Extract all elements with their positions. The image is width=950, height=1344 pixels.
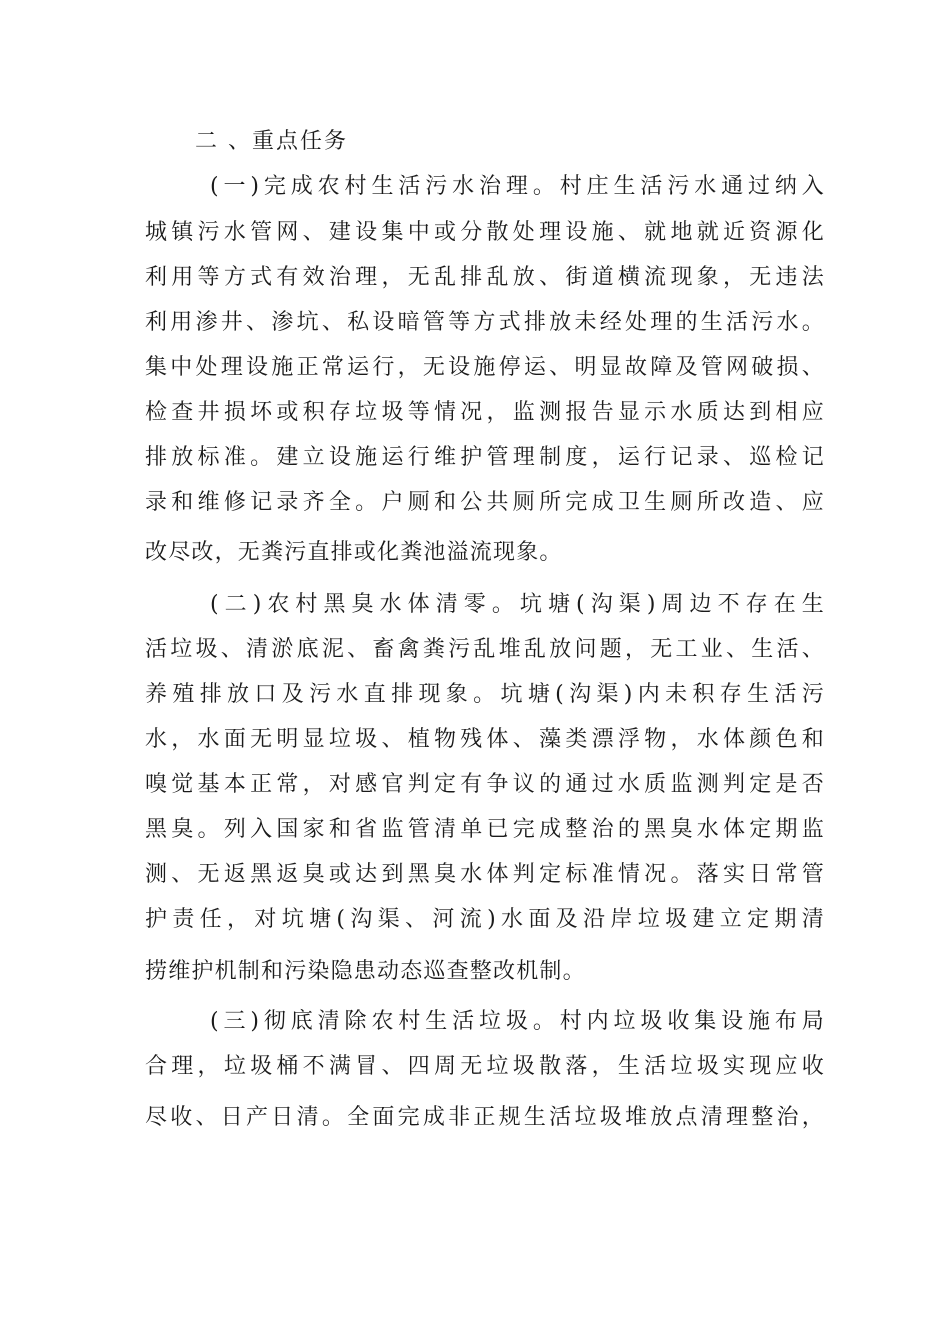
section-heading: 二 、重点任务 (195, 129, 348, 154)
paragraph-1-line-7: 排放标准。建立设施运行维护管理制度，运行记录、巡检记 (145, 445, 825, 470)
paragraph-1-line-8: 录和维修记录齐全。户厕和公共厕所完成卫生厕所改造、应 (145, 490, 825, 515)
paragraph-3-line-1: (三)彻底清除农村生活垃圾。村内垃圾收集设施布局 (210, 1009, 825, 1034)
paragraph-2-line-7: 测、无返黑返臭或达到黑臭水体判定标准情况。落实日常管 (145, 862, 825, 887)
paragraph-1-line-2: 城镇污水管网、建设集中或分散处理设施、就地就近资源化 (145, 220, 825, 245)
paragraph-2-line-9: 捞维护机制和污染隐患动态巡查整改机制。 (145, 959, 586, 984)
paragraph-2-line-3: 养殖排放口及污水直排现象。坑塘(沟渠)内未积存生活污 (145, 682, 825, 707)
paragraph-1-line-6: 检查井损坏或积存垃圾等情况，监测报告显示水质达到相应 (145, 400, 825, 425)
paragraph-2-line-8: 护责任，对坑塘(沟渠、河流)水面及沿岸垃圾建立定期清 (145, 907, 825, 932)
paragraph-3-line-2: 合理，垃圾桶不满冒、四周无垃圾散落，生活垃圾实现应收 (145, 1054, 825, 1079)
paragraph-2-line-5: 嗅觉基本正常，对感官判定有争议的通过水质监测判定是否 (145, 772, 825, 797)
paragraph-1-line-9: 改尽改，无粪污直排或化粪池溢流现象。 (145, 540, 563, 565)
paragraph-1-line-4: 利用渗井、渗坑、私设暗管等方式排放未经处理的生活污水。 (145, 310, 825, 335)
paragraph-2-line-6: 黑臭。列入国家和省监管清单已完成整治的黑臭水体定期监 (145, 817, 825, 842)
paragraph-1-line-3: 利用等方式有效治理，无乱排乱放、街道横流现象，无违法 (145, 265, 825, 290)
paragraph-2-line-2: 活垃圾、清淤底泥、畜禽粪污乱堆乱放问题，无工业、生活、 (145, 637, 825, 662)
paragraph-3-line-3: 尽收、日产日清。全面完成非正规生活垃圾堆放点清理整治， (145, 1105, 825, 1130)
paragraph-2-line-1: (二)农村黑臭水体清零。坑塘(沟渠)周边不存在生 (210, 592, 825, 617)
paragraph-2-line-4: 水，水面无明显垃圾、植物残体、藻类漂浮物，水体颜色和 (145, 727, 825, 752)
paragraph-1-line-1: (一)完成农村生活污水治理。村庄生活污水通过纳入 (210, 174, 825, 199)
paragraph-1-line-5: 集中处理设施正常运行，无设施停运、明显故障及管网破损、 (145, 355, 825, 380)
